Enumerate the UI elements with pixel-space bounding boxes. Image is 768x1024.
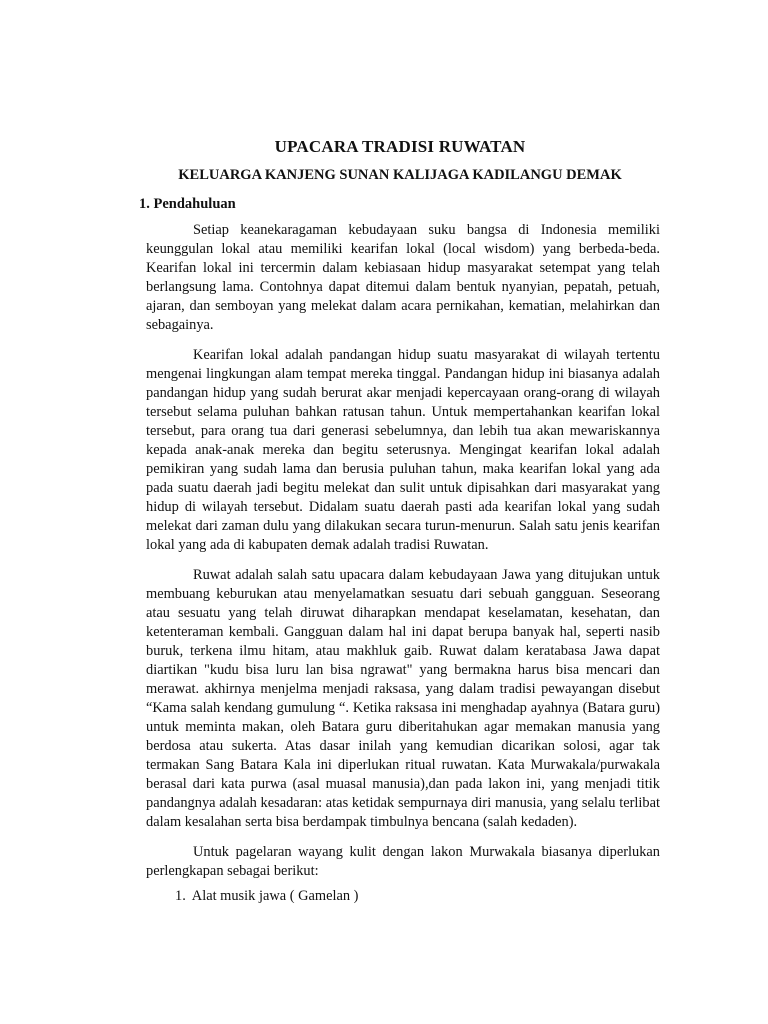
document-subtitle: KELUARGA KANJENG SUNAN KALIJAGA KADILANGU DEMAK xyxy=(178,167,622,183)
paragraph-4: Untuk pagelaran wayang kulit dengan lakon Murwakala biasanya diperlukan perlengkapan sebagai berikut: xyxy=(146,844,660,879)
paragraph-3: Ruwat adalah salah satu upacara dalam kebudayaan Jawa yang ditujukan untuk membuang keburukan atau menyelamatkan sesuatu dari sebuah gangguan. Seseorang atau sesuatu yang telah diruwat diharapkan mendapat keselamatan, kesehatan, dan ketenteraman kembali. Gangguan dalam hal ini dapat berupa banyak hal, seperti nasib buruk, terkena ilmu hitam, atau makhluk gaib. Ruwat dalam keratabasa Jawa dapat diartikan "kudu bisa luru lan bisa ngrawat" yang bermakna harus bisa mencari dan merawat. akhirnya menjelma menjadi raksasa, yang dalam tradisi pewayangan disebut “Kama salah kendang gumulung “. Ketika raksasa ini menghadap ayahnya (Batara guru) untuk meminta makan, oleh Batara guru diberitahukan agar memakan manusia yang berdosa atau sukerta. Atas dasar inilah yang kemudian dicarikan solosi, agar tak termakan Sang Batara Kala ini diperlukan ritual ruwatan. Kata Murwakala/purwakala berasal dari kata purwa (asal muasal manusia),dan pada lakon ini, yang menjadi titik pandangnya adalah kesadaran: atas ketidak sempurnaya diri manusia, yang selalu terlibat dalam kesalahan serta bisa berdampak timbulnya bencana (salah kedaden). xyxy=(146,567,660,830)
equipment-list xyxy=(175,888,358,905)
paragraph-1: Setiap keanekaragaman kebudayaan suku bangsa di Indonesia memiliki keunggulan lokal atau memiliki kearifan lokal (local wisdom) yang berbeda-beda. Kearifan lokal ini tercermin dalam kebiasaan hidup masyarakat setempat yang telah berlangsung lama. Contohnya dapat ditemui dalam bentuk nyanyian, pepatah, petuah, ajaran, dan semboyan yang melekat dalam acara pernikahan, kematian, melahirkan dan sebagainya. xyxy=(146,222,660,333)
body-text xyxy=(146,221,660,892)
list-item-number: 1. xyxy=(175,888,186,904)
paragraph-2: Kearifan lokal adalah pandangan hidup suatu masyarakat di wilayah tertentu mengenai lingkungan alam tempat mereka tinggal. Pandangan hidup ini biasanya adalah pandangan hidup yang sudah berurat akar menjadi kepercayaan orang-orang di wilayah tersebut selama puluhan bahkan ratusan tahun. Untuk mempertahankan kearifan lokal tersebut, para orang tua dari generasi sebelumnya, dan lebih tua akan mewariskannya kepada anak-anak mereka dan begitu seterusnya. Mengingat kearifan lokal adalah pemikiran yang sudah lama dan berusia puluhan tahun, maka kearifan lokal yang ada pada suatu daerah jadi begitu melekat dan sulit untuk dipisahkan dari masyarakat yang hidup di wilayah tersebut. Didalam suatu daerah pasti ada kearifan lokal yang sudah melekat dari zaman dulu yang dilakukan secara turun-menurun. Salah satu jenis kearifan lokal yang ada di kabupaten demak adalah tradisi Ruwatan. xyxy=(146,347,660,553)
section-heading: 1. Pendahuluan xyxy=(139,196,236,212)
document-title: UPACARA TRADISI RUWATAN xyxy=(274,137,526,156)
list-item xyxy=(175,888,358,905)
list-item-text: Alat musik jawa ( Gamelan ) xyxy=(191,888,359,904)
